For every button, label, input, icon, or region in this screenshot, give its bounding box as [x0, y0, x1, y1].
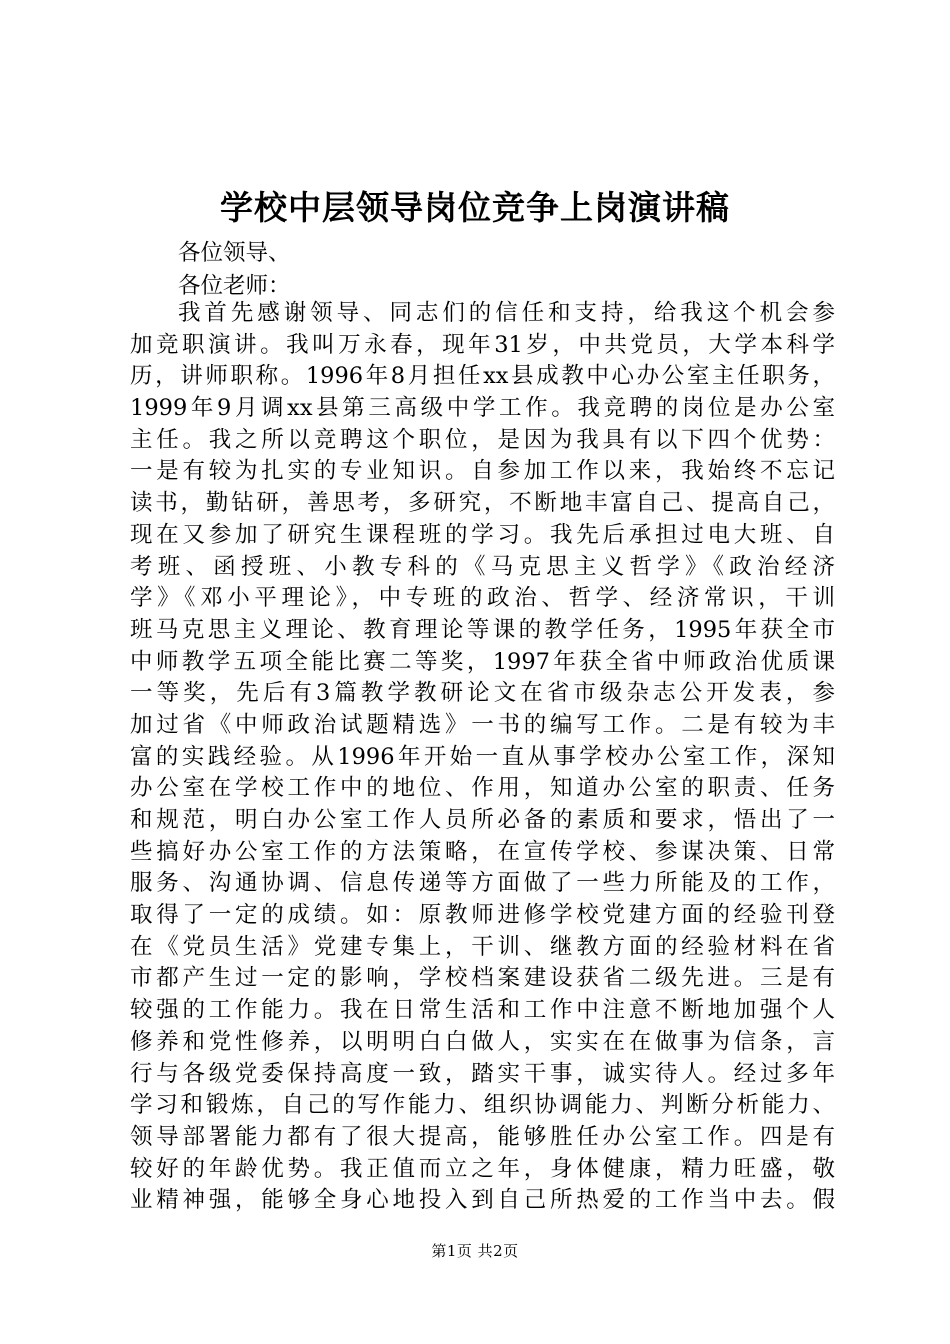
document-title: 学校中层领导岗位竞争上岗演讲稿: [220, 188, 730, 227]
body-line: 市都产生过一定的影响，学校档案建设获省二级先进。三是有: [130, 965, 835, 992]
body-line: 我首先感谢领导、同志们的信任和支持，给我这个机会参: [178, 300, 835, 326]
greeting-teachers: 各位老师：: [178, 273, 291, 299]
body-line: 在《党员生活》党建专集上，干训、继教方面的经验材料在省: [130, 933, 835, 960]
body-line: 读书，勤钻研，善思考，多研究，不断地丰富自己、提高自己，: [130, 490, 835, 517]
body-line: 服务、沟通协调、信息传递等方面做了一些力所能及的工作，: [130, 870, 835, 897]
body-line: 学》《邓小平理论》，中专班的政治、哲学、经济常识，干训: [130, 585, 835, 612]
body-line: 考班、函授班、小教专科的《马克思主义哲学》《政治经济: [130, 553, 835, 580]
body-line: 1999年9月调xx县第三高级中学工作。我竞聘的岗位是办公室: [130, 395, 835, 422]
body-line: 行与各级党委保持高度一致，踏实干事，诚实待人。经过多年: [130, 1060, 835, 1087]
body-line: 一等奖，先后有3篇教学教研论文在省市级杂志公开发表，参: [130, 680, 835, 707]
body-line: 修养和党性修养，以明明白白做人，实实在在做事为信条，言: [130, 1028, 835, 1055]
body-line: 历，讲师职称。1996年8月担任xx县成教中心办公室主任职务，: [130, 363, 835, 390]
speech-body: [130, 298, 835, 1217]
body-line: 中师教学五项全能比赛二等奖，1997年获全省中师政治优质课: [130, 648, 835, 675]
body-line: 业精神强，能够全身心地投入到自己所热爱的工作当中去。假: [130, 1187, 835, 1214]
body-line: 加过省《中师政治试题精选》一书的编写工作。二是有较为丰: [130, 711, 835, 738]
body-line: 较强的工作能力。我在日常生活和工作中注意不断地加强个人: [130, 997, 835, 1024]
body-line: 领导部署能力都有了很大提高，能够胜任办公室工作。四是有: [130, 1123, 835, 1150]
body-line: 和规范，明白办公室工作人员所必备的素质和要求，悟出了一: [130, 807, 835, 833]
body-line: 主任。我之所以竞聘这个职位，是因为我具有以下四个优势：: [130, 426, 835, 453]
body-line: 现在又参加了研究生课程班的学习。我先后承担过电大班、自: [130, 521, 835, 548]
body-line: 班马克思主义理论、教育理论等课的教学任务，1995年获全市: [130, 616, 835, 643]
body-line: 办公室在学校工作中的地位、作用，知道办公室的职责、任务: [130, 775, 835, 802]
body-line: 学习和锻炼，自己的写作能力、组织协调能力、判断分析能力、: [130, 1092, 835, 1119]
body-line: 富的实践经验。从1996年开始一直从事学校办公室工作，深知: [130, 743, 835, 770]
body-line: 一是有较为扎实的专业知识。自参加工作以来，我始终不忘记: [130, 458, 835, 485]
body-line: 较好的年龄优势。我正值而立之年，身体健康，精力旺盛，敬: [130, 1155, 835, 1182]
body-line: 取得了一定的成绩。如：原教师进修学校党建方面的经验刊登: [130, 902, 835, 929]
body-line: 加竞职演讲。我叫万永春，现年31岁，中共党员，大学本科学: [130, 331, 835, 358]
page-footer: 第1页 共2页: [431, 1242, 519, 1260]
body-line: 些搞好办公室工作的方法策略，在宣传学校、参谋决策、日常: [130, 838, 835, 865]
greeting-leaders: 各位领导、: [178, 240, 291, 266]
